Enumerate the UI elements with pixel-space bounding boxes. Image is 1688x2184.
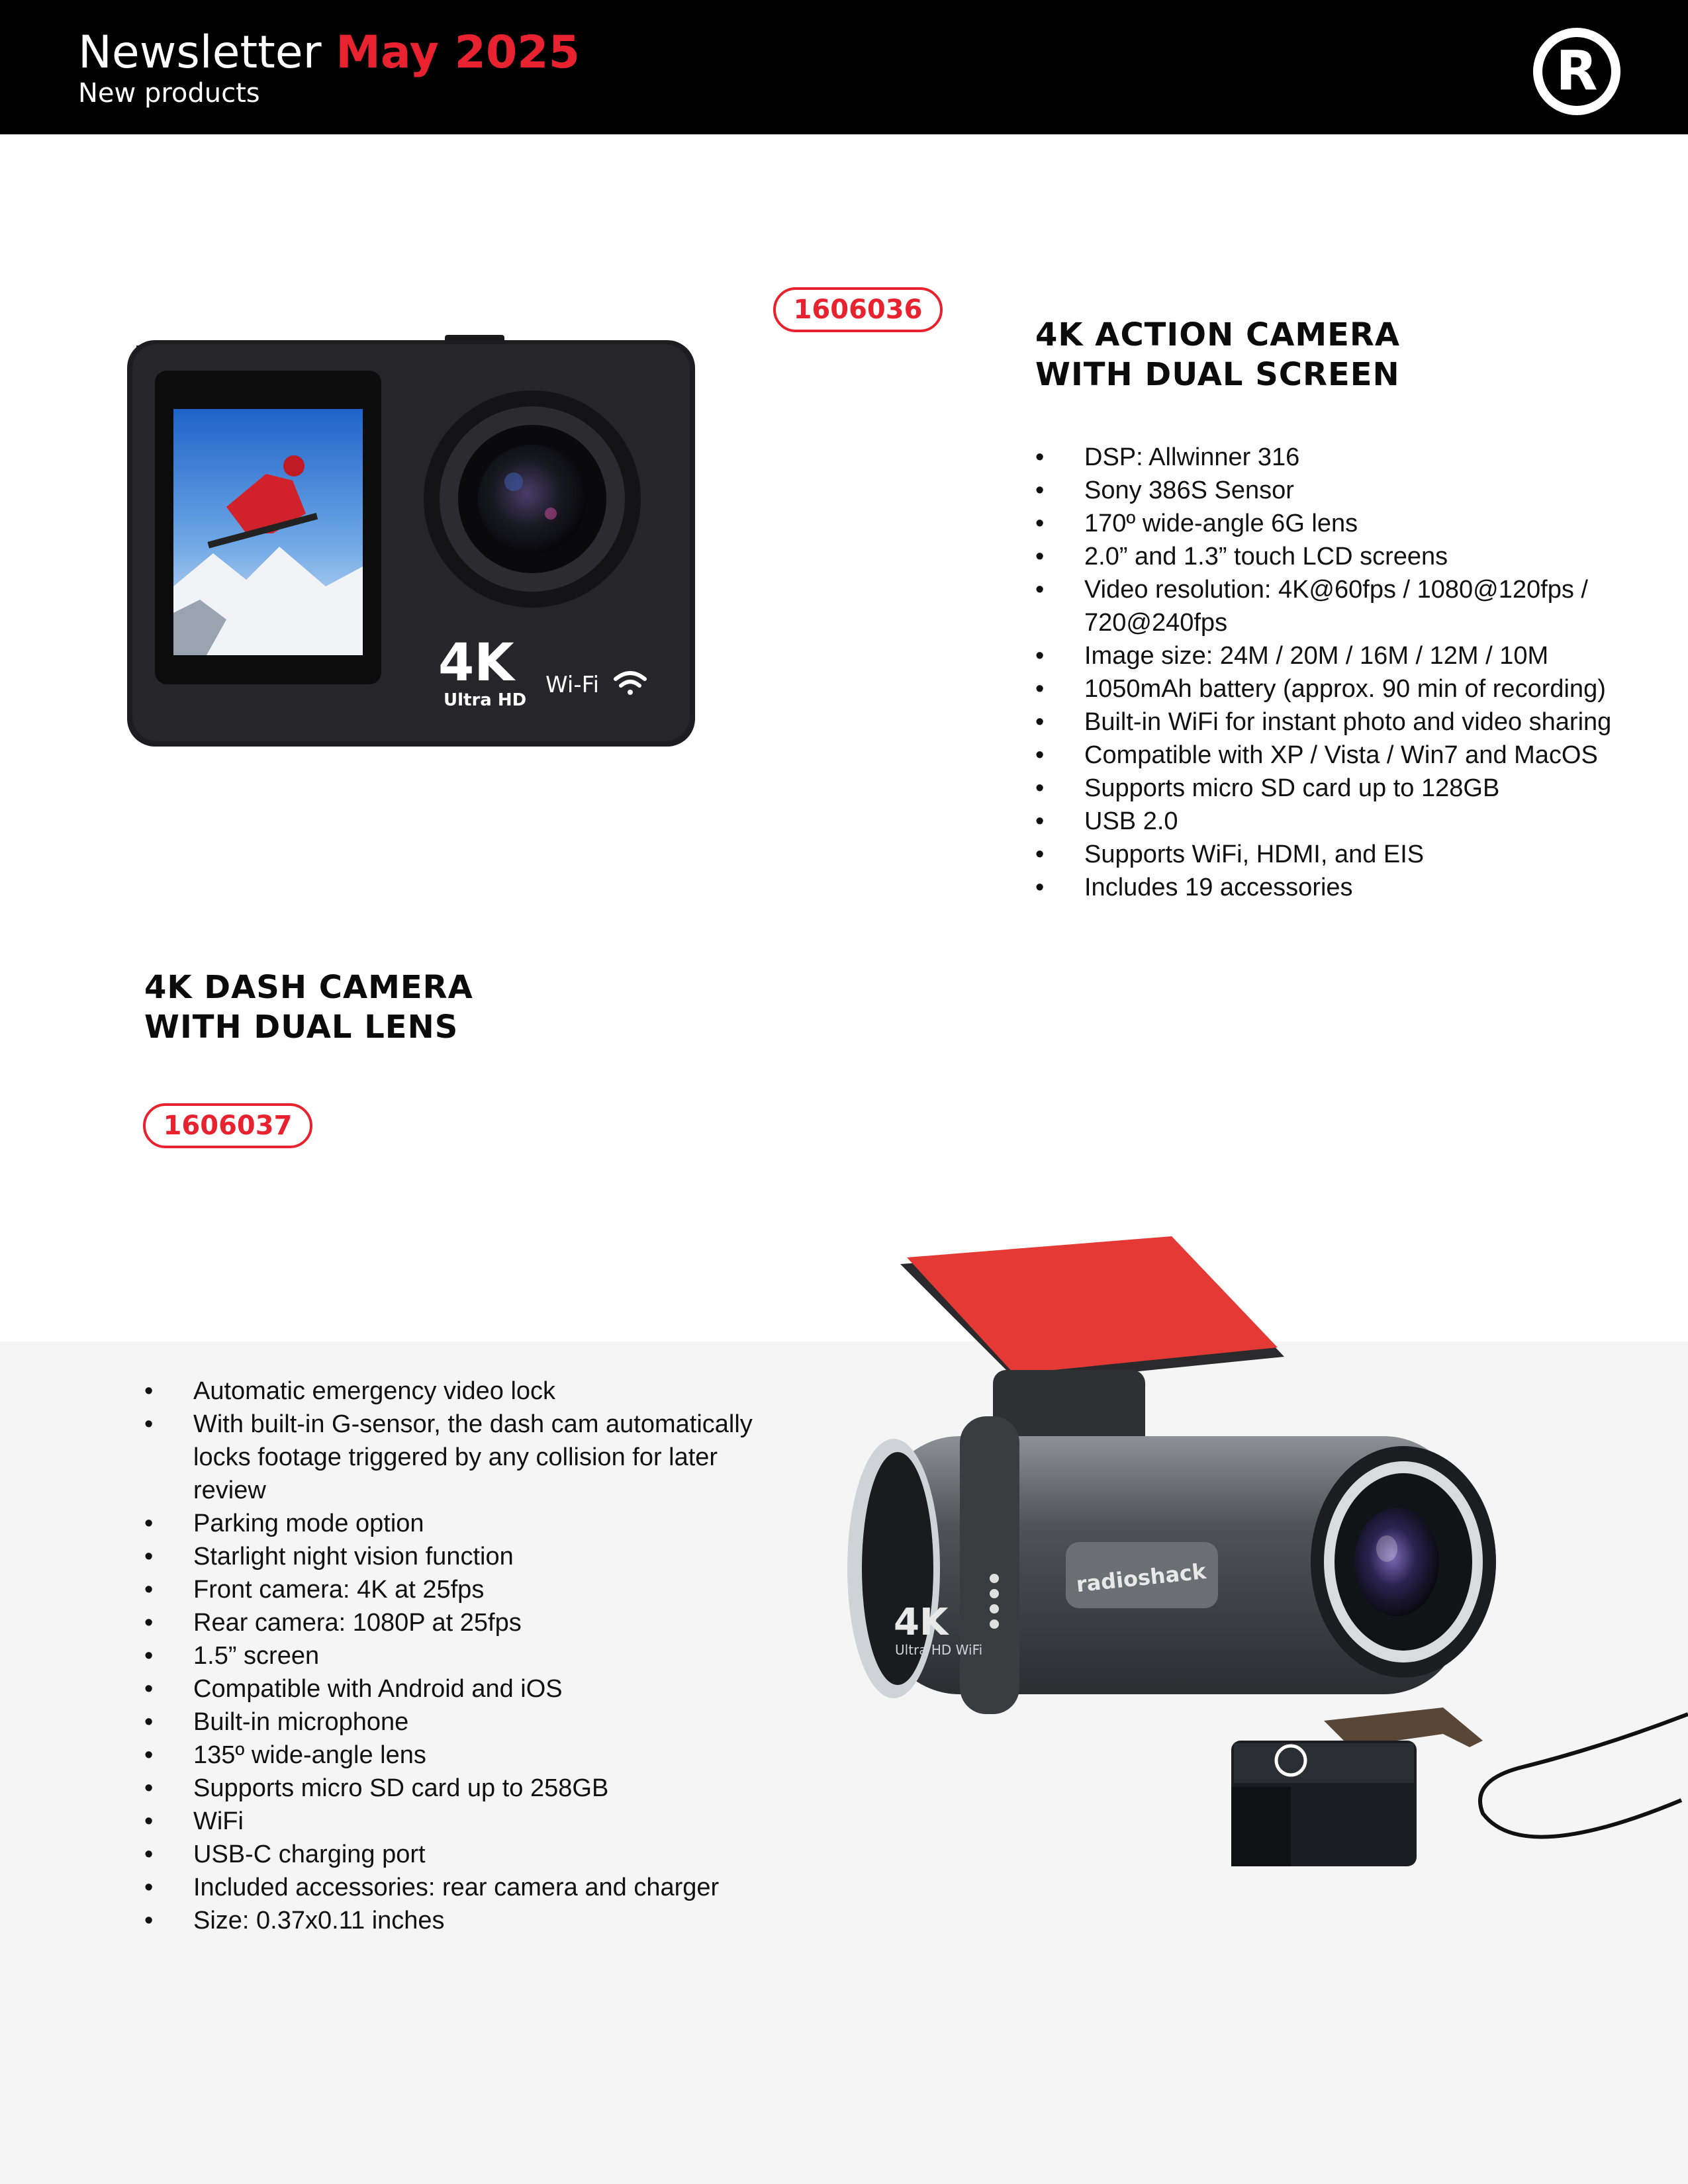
spec-item: • Supports micro SD card up to 258GB	[144, 1772, 780, 1805]
spec-item: • Front camera: 4K at 25fps	[144, 1573, 780, 1606]
title-plain: Newsletter	[78, 26, 322, 79]
spec-item: • Rear camera: 1080P at 25fps	[144, 1606, 780, 1639]
spec-item: • With built-in G-sensor, the dash cam automatically locks footage triggered by any collision for later review	[144, 1408, 780, 1507]
spec-item: • Compatible with XP / Vista / Win7 and MacOS	[1035, 739, 1658, 772]
spec-item: • 1.5” screen	[144, 1639, 780, 1672]
spec-item: • DSP: Allwinner 316	[1035, 441, 1658, 474]
product2-title: 4K DASH CAMERA WITH DUAL LENS	[144, 969, 473, 1046]
action-cam-uhd-label: Ultra HD	[444, 690, 527, 710]
spec-item: • Built-in WiFi for instant photo and video sharing	[1035, 705, 1658, 739]
spec-item: • Image size: 24M / 20M / 16M / 12M / 10M	[1035, 639, 1658, 672]
product1-title: 4K ACTION CAMERA WITH DUAL SCREEN	[1035, 316, 1401, 393]
dash-camera-image	[821, 1218, 1688, 1959]
dash-cam-uhd-label: Ultra HD WiFi	[895, 1642, 983, 1658]
spec-item: • 1050mAh battery (approx. 90 min of recording)	[1035, 672, 1658, 705]
product1-sku-badge: 1606036	[773, 287, 943, 332]
spec-item: • Supports micro SD card up to 128GB	[1035, 772, 1658, 805]
spec-item: • USB-C charging port	[144, 1838, 780, 1871]
spec-item: • Parking mode option	[144, 1507, 780, 1540]
dash-cam-brand-label: radioshack	[1074, 1558, 1207, 1598]
dash-cam-4k-label: 4K	[894, 1601, 949, 1644]
product1-spec-list	[1035, 441, 1658, 904]
spec-item: • USB 2.0	[1035, 805, 1658, 838]
spec-item: • 135º wide-angle lens	[144, 1739, 780, 1772]
spec-item: • Included accessories: rear camera and charger	[144, 1871, 780, 1904]
spec-item: • Starlight night vision function	[144, 1540, 780, 1573]
spec-item: • Automatic emergency video lock	[144, 1375, 780, 1408]
spec-item: • Includes 19 accessories	[1035, 871, 1658, 904]
newsletter-subtitle: New products	[78, 78, 260, 109]
title-accent: May 2025	[336, 26, 580, 79]
newsletter-header	[0, 0, 1688, 134]
spec-item: • 2.0” and 1.3” touch LCD screens	[1035, 540, 1658, 573]
action-camera-image	[127, 335, 695, 747]
newsletter-title	[78, 26, 580, 79]
action-cam-wifi-label: Wi-Fi	[545, 672, 600, 698]
product2-spec-list	[144, 1375, 780, 1937]
spec-item: • Video resolution: 4K@60fps / 1080@120fps / 720@240fps	[1035, 573, 1658, 639]
action-cam-4k-label: 4K	[438, 633, 514, 693]
spec-item: • Size: 0.37x0.11 inches	[144, 1904, 780, 1937]
spec-item: • Compatible with Android and iOS	[144, 1672, 780, 1706]
product2-sku-badge: 1606037	[143, 1103, 312, 1148]
spec-item: • Sony 386S Sensor	[1035, 474, 1658, 507]
spec-item: • WiFi	[144, 1805, 780, 1838]
spec-item: • Supports WiFi, HDMI, and EIS	[1035, 838, 1658, 871]
radioshack-logo-icon: R	[1533, 28, 1620, 115]
spec-item: • 170º wide-angle 6G lens	[1035, 507, 1658, 540]
spec-item: • Built-in microphone	[144, 1706, 780, 1739]
